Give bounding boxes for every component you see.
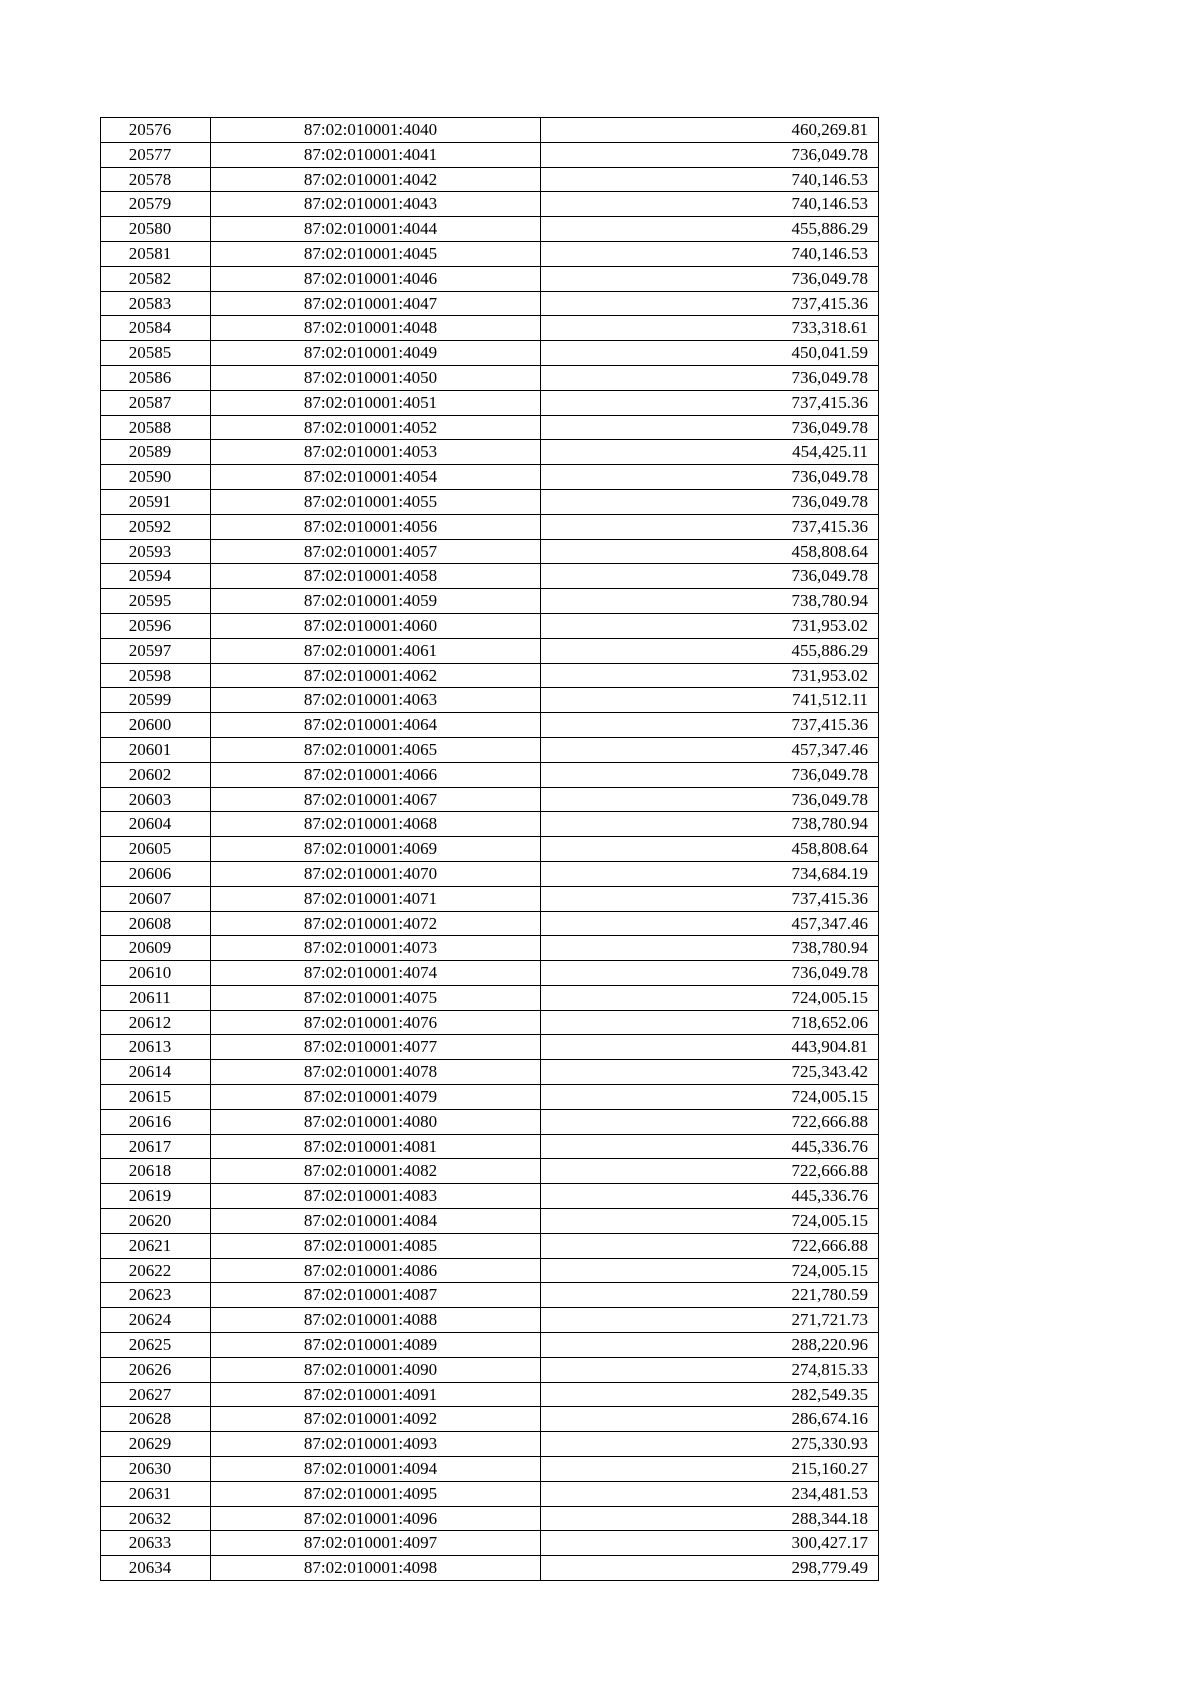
table-row [101,465,879,490]
row-number-cell: 20628 [101,1407,211,1432]
cadastral-number-cell: 87:02:010001:4068 [211,812,541,837]
value-cell: 737,415.36 [541,291,879,316]
value-cell: 738,780.94 [541,812,879,837]
value-cell: 737,415.36 [541,713,879,738]
value-cell: 457,347.46 [541,737,879,762]
table-row [101,985,879,1010]
row-number-cell: 20593 [101,539,211,564]
row-number-cell: 20583 [101,291,211,316]
cadastral-number-cell: 87:02:010001:4070 [211,861,541,886]
value-cell: 274,815.33 [541,1357,879,1382]
table-row [101,1060,879,1085]
value-cell: 740,146.53 [541,192,879,217]
value-cell: 737,415.36 [541,390,879,415]
table-row [101,365,879,390]
value-cell: 457,347.46 [541,911,879,936]
value-cell: 736,049.78 [541,564,879,589]
table-row [101,1085,879,1110]
value-cell: 736,049.78 [541,142,879,167]
value-cell: 740,146.53 [541,167,879,192]
table-row [101,390,879,415]
row-number-cell: 20623 [101,1283,211,1308]
table-row [101,1109,879,1134]
row-number-cell: 20605 [101,837,211,862]
table-row [101,266,879,291]
cadastral-number-cell: 87:02:010001:4067 [211,787,541,812]
row-number-cell: 20611 [101,985,211,1010]
row-number-cell: 20616 [101,1109,211,1134]
value-cell: 736,049.78 [541,365,879,390]
cadastral-number-cell: 87:02:010001:4056 [211,514,541,539]
cadastral-number-cell: 87:02:010001:4095 [211,1481,541,1506]
table-row [101,787,879,812]
table-row [101,167,879,192]
row-number-cell: 20633 [101,1531,211,1556]
table-row [101,911,879,936]
cadastral-number-cell: 87:02:010001:4047 [211,291,541,316]
row-number-cell: 20585 [101,341,211,366]
table-row [101,1233,879,1258]
row-number-cell: 20631 [101,1481,211,1506]
value-cell: 722,666.88 [541,1233,879,1258]
row-number-cell: 20629 [101,1432,211,1457]
value-cell: 724,005.15 [541,985,879,1010]
cadastral-number-cell: 87:02:010001:4053 [211,440,541,465]
cadastral-number-cell: 87:02:010001:4086 [211,1258,541,1283]
table-row [101,316,879,341]
row-number-cell: 20608 [101,911,211,936]
row-number-cell: 20634 [101,1556,211,1581]
table-row [101,1407,879,1432]
cadastral-number-cell: 87:02:010001:4062 [211,663,541,688]
row-number-cell: 20615 [101,1085,211,1110]
table-row [101,514,879,539]
table-row [101,118,879,143]
table-row [101,539,879,564]
row-number-cell: 20606 [101,861,211,886]
cadastral-number-cell: 87:02:010001:4049 [211,341,541,366]
value-cell: 738,780.94 [541,936,879,961]
cadastral-number-cell: 87:02:010001:4098 [211,1556,541,1581]
cadastral-number-cell: 87:02:010001:4057 [211,539,541,564]
row-number-cell: 20613 [101,1035,211,1060]
row-number-cell: 20624 [101,1308,211,1333]
row-number-cell: 20580 [101,217,211,242]
value-cell: 215,160.27 [541,1457,879,1482]
value-cell: 458,808.64 [541,539,879,564]
row-number-cell: 20626 [101,1357,211,1382]
table-row [101,1184,879,1209]
table-row [101,663,879,688]
row-number-cell: 20577 [101,142,211,167]
value-cell: 731,953.02 [541,613,879,638]
cadastral-number-cell: 87:02:010001:4080 [211,1109,541,1134]
cadastral-number-cell: 87:02:010001:4075 [211,985,541,1010]
value-cell: 722,666.88 [541,1109,879,1134]
cadastral-number-cell: 87:02:010001:4059 [211,589,541,614]
value-cell: 724,005.15 [541,1258,879,1283]
cadastral-number-cell: 87:02:010001:4061 [211,638,541,663]
value-cell: 300,427.17 [541,1531,879,1556]
value-cell: 736,049.78 [541,415,879,440]
value-cell: 450,041.59 [541,341,879,366]
table-row [101,1035,879,1060]
cadastral-number-cell: 87:02:010001:4073 [211,936,541,961]
cadastral-number-cell: 87:02:010001:4063 [211,688,541,713]
row-number-cell: 20578 [101,167,211,192]
table-row [101,638,879,663]
table-row [101,737,879,762]
cadastral-number-cell: 87:02:010001:4052 [211,415,541,440]
table-row [101,613,879,638]
cadastral-number-cell: 87:02:010001:4088 [211,1308,541,1333]
cadastral-number-cell: 87:02:010001:4074 [211,961,541,986]
cadastral-number-cell: 87:02:010001:4097 [211,1531,541,1556]
table-row [101,961,879,986]
row-number-cell: 20586 [101,365,211,390]
row-number-cell: 20609 [101,936,211,961]
cadastral-number-cell: 87:02:010001:4065 [211,737,541,762]
row-number-cell: 20589 [101,440,211,465]
row-number-cell: 20579 [101,192,211,217]
cadastral-number-cell: 87:02:010001:4048 [211,316,541,341]
value-cell: 718,652.06 [541,1010,879,1035]
cadastral-number-cell: 87:02:010001:4096 [211,1506,541,1531]
row-number-cell: 20602 [101,762,211,787]
table-row [101,1134,879,1159]
cadastral-number-cell: 87:02:010001:4093 [211,1432,541,1457]
table-row [101,1333,879,1358]
value-cell: 734,684.19 [541,861,879,886]
value-cell: 288,344.18 [541,1506,879,1531]
table-row [101,1010,879,1035]
value-cell: 736,049.78 [541,489,879,514]
row-number-cell: 20587 [101,390,211,415]
row-number-cell: 20625 [101,1333,211,1358]
table-body [101,118,879,1581]
table-row [101,1283,879,1308]
cadastral-number-cell: 87:02:010001:4091 [211,1382,541,1407]
value-cell: 737,415.36 [541,514,879,539]
row-number-cell: 20619 [101,1184,211,1209]
value-cell: 460,269.81 [541,118,879,143]
table-row [101,1506,879,1531]
value-cell: 724,005.15 [541,1209,879,1234]
row-number-cell: 20630 [101,1457,211,1482]
cadastral-number-cell: 87:02:010001:4087 [211,1283,541,1308]
table-row [101,1209,879,1234]
cadastral-number-cell: 87:02:010001:4069 [211,837,541,862]
row-number-cell: 20601 [101,737,211,762]
cadastral-number-cell: 87:02:010001:4051 [211,390,541,415]
table-row [101,1159,879,1184]
cadastral-number-cell: 87:02:010001:4043 [211,192,541,217]
row-number-cell: 20627 [101,1382,211,1407]
cadastral-number-cell: 87:02:010001:4058 [211,564,541,589]
row-number-cell: 20603 [101,787,211,812]
table-row [101,241,879,266]
row-number-cell: 20622 [101,1258,211,1283]
table-row [101,837,879,862]
value-cell: 454,425.11 [541,440,879,465]
row-number-cell: 20576 [101,118,211,143]
cadastral-number-cell: 87:02:010001:4076 [211,1010,541,1035]
value-cell: 741,512.11 [541,688,879,713]
cadastral-number-cell: 87:02:010001:4066 [211,762,541,787]
row-number-cell: 20612 [101,1010,211,1035]
row-number-cell: 20598 [101,663,211,688]
value-cell: 275,330.93 [541,1432,879,1457]
cadastral-number-cell: 87:02:010001:4044 [211,217,541,242]
value-cell: 458,808.64 [541,837,879,862]
value-cell: 724,005.15 [541,1085,879,1110]
cadastral-number-cell: 87:02:010001:4055 [211,489,541,514]
row-number-cell: 20595 [101,589,211,614]
cadastral-number-cell: 87:02:010001:4084 [211,1209,541,1234]
cadastral-number-cell: 87:02:010001:4079 [211,1085,541,1110]
row-number-cell: 20597 [101,638,211,663]
cadastral-number-cell: 87:02:010001:4078 [211,1060,541,1085]
table-row [101,415,879,440]
table-row [101,440,879,465]
value-cell: 286,674.16 [541,1407,879,1432]
row-number-cell: 20588 [101,415,211,440]
cadastral-number-cell: 87:02:010001:4045 [211,241,541,266]
cadastral-number-cell: 87:02:010001:4050 [211,365,541,390]
value-cell: 736,049.78 [541,787,879,812]
row-number-cell: 20607 [101,886,211,911]
row-number-cell: 20591 [101,489,211,514]
table-row [101,1531,879,1556]
table-row [101,1556,879,1581]
value-cell: 282,549.35 [541,1382,879,1407]
cadastral-number-cell: 87:02:010001:4090 [211,1357,541,1382]
table-row [101,1382,879,1407]
row-number-cell: 20614 [101,1060,211,1085]
value-cell: 738,780.94 [541,589,879,614]
row-number-cell: 20584 [101,316,211,341]
row-number-cell: 20599 [101,688,211,713]
cadastral-number-cell: 87:02:010001:4082 [211,1159,541,1184]
cadastral-number-cell: 87:02:010001:4077 [211,1035,541,1060]
value-cell: 725,343.42 [541,1060,879,1085]
row-number-cell: 20617 [101,1134,211,1159]
table-row [101,142,879,167]
cadastral-number-cell: 87:02:010001:4092 [211,1407,541,1432]
table-row [101,713,879,738]
value-cell: 298,779.49 [541,1556,879,1581]
table-row [101,341,879,366]
table-row [101,489,879,514]
row-number-cell: 20610 [101,961,211,986]
value-cell: 455,886.29 [541,638,879,663]
row-number-cell: 20582 [101,266,211,291]
table-row [101,1258,879,1283]
table-row [101,217,879,242]
row-number-cell: 20592 [101,514,211,539]
row-number-cell: 20581 [101,241,211,266]
row-number-cell: 20590 [101,465,211,490]
table-row [101,762,879,787]
table-row [101,589,879,614]
table-row [101,564,879,589]
row-number-cell: 20600 [101,713,211,738]
value-cell: 288,220.96 [541,1333,879,1358]
table-row [101,1432,879,1457]
value-cell: 736,049.78 [541,762,879,787]
table-row [101,1357,879,1382]
value-cell: 733,318.61 [541,316,879,341]
cadastral-number-cell: 87:02:010001:4089 [211,1333,541,1358]
cadastral-number-cell: 87:02:010001:4071 [211,886,541,911]
cadastral-value-table [100,117,879,1581]
row-number-cell: 20620 [101,1209,211,1234]
value-cell: 234,481.53 [541,1481,879,1506]
cadastral-number-cell: 87:02:010001:4094 [211,1457,541,1482]
row-number-cell: 20596 [101,613,211,638]
table-row [101,192,879,217]
cadastral-number-cell: 87:02:010001:4081 [211,1134,541,1159]
cadastral-number-cell: 87:02:010001:4072 [211,911,541,936]
table-row [101,1481,879,1506]
table-row [101,886,879,911]
value-cell: 455,886.29 [541,217,879,242]
row-number-cell: 20618 [101,1159,211,1184]
cadastral-number-cell: 87:02:010001:4064 [211,713,541,738]
cadastral-number-cell: 87:02:010001:4054 [211,465,541,490]
cadastral-number-cell: 87:02:010001:4060 [211,613,541,638]
value-cell: 445,336.76 [541,1184,879,1209]
table-row [101,936,879,961]
value-cell: 737,415.36 [541,886,879,911]
row-number-cell: 20594 [101,564,211,589]
table-row [101,1457,879,1482]
value-cell: 221,780.59 [541,1283,879,1308]
row-number-cell: 20604 [101,812,211,837]
cadastral-number-cell: 87:02:010001:4046 [211,266,541,291]
row-number-cell: 20632 [101,1506,211,1531]
table-row [101,688,879,713]
table-row [101,1308,879,1333]
value-cell: 445,336.76 [541,1134,879,1159]
cadastral-number-cell: 87:02:010001:4085 [211,1233,541,1258]
table-row [101,861,879,886]
value-cell: 443,904.81 [541,1035,879,1060]
value-cell: 736,049.78 [541,465,879,490]
value-cell: 736,049.78 [541,961,879,986]
value-cell: 271,721.73 [541,1308,879,1333]
cadastral-number-cell: 87:02:010001:4042 [211,167,541,192]
value-cell: 731,953.02 [541,663,879,688]
table-row [101,291,879,316]
value-cell: 722,666.88 [541,1159,879,1184]
value-cell: 736,049.78 [541,266,879,291]
cadastral-number-cell: 87:02:010001:4040 [211,118,541,143]
cadastral-number-cell: 87:02:010001:4041 [211,142,541,167]
value-cell: 740,146.53 [541,241,879,266]
row-number-cell: 20621 [101,1233,211,1258]
table-row [101,812,879,837]
cadastral-number-cell: 87:02:010001:4083 [211,1184,541,1209]
